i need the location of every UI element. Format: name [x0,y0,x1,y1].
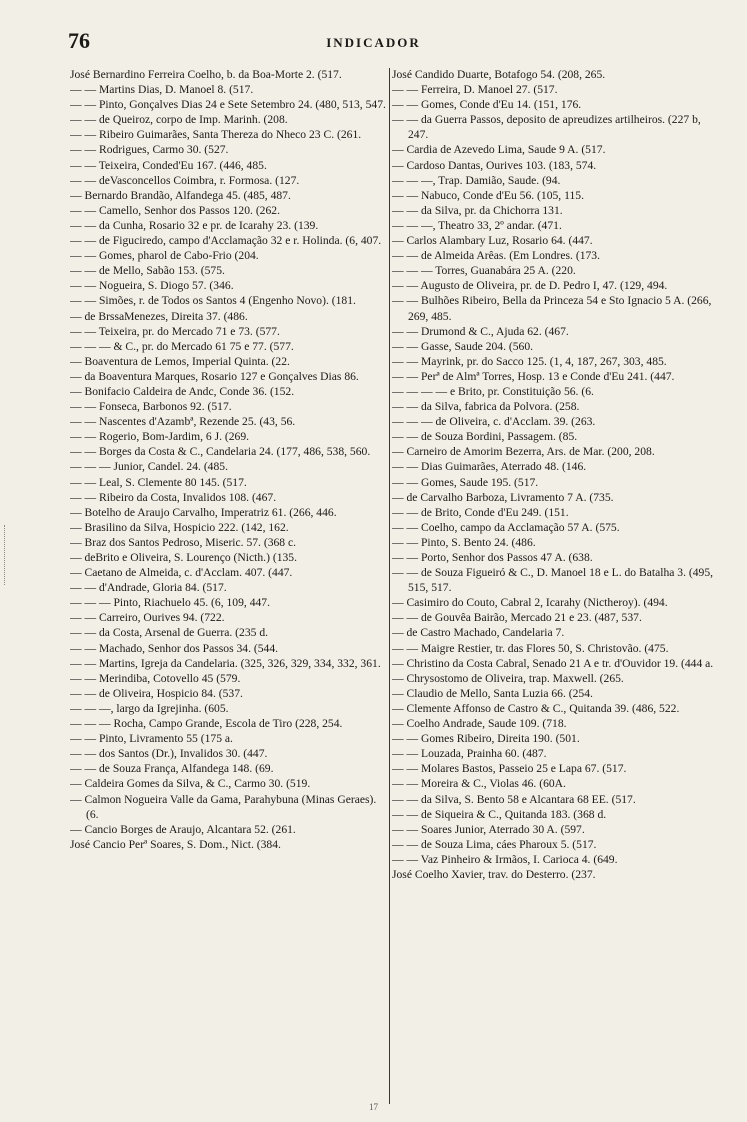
directory-entry: — — de Souza Figueiró & C., D. Manoel 18 e L. do Batalha 3. (495, 515, 517. [392,566,714,595]
page-header [0,28,747,58]
directory-entry: — Bernardo Brandão, Alfandega 45. (485, 487. [70,188,291,202]
directory-entry: — — Pinto, Gonçalves Dias 24 e Sete Setembro 24. (480, 513, 547. [70,98,386,112]
directory-entry: — — de Brito, Conde d'Eu 249. (151. [392,505,569,519]
directory-entry: — Christino da Costa Cabral, Senado 21 A e tr. d'Ouvidor 19. (444 a. [392,656,714,670]
directory-entry: — — Moreira & C., Violas 46. (60A. [392,777,566,791]
directory-entry: — — de Gouvêa Bairão, Mercado 21 e 23. (487, 537. [392,611,642,625]
directory-entry: — Casimiro do Couto, Cabral 2, Icarahy (Nictheroy). (494. [392,596,668,610]
directory-entry: — — de Oliveira, Hospicio 84. (537. [70,686,243,700]
directory-entry: — — de Figuciredo, campo d'Acclamação 32 e r. Holinda. (6, 407. [70,234,382,248]
directory-entry: — Caetano de Almeida, c. d'Acclam. 407. (447. [70,566,293,580]
directory-entry: — Coelho Andrade, Saude 109. (718. [392,717,567,731]
directory-entry: — — — de Oliveira, c. d'Acclam. 39. (263. [392,415,596,429]
directory-entry: — — Pinto, Livramento 55 (175 a. [70,732,233,746]
directory-entry: — Calmon Nogueira Valle da Gama, Parahybuna (Minas Geraes). (6. [70,792,377,821]
directory-entry: — — Borges da Costa & C., Candelaria 24. (177, 486, 538, 560. [70,445,371,459]
directory-entry: — — Ribeiro da Costa, Invalidos 108. (467. [70,490,277,504]
directory-entry: — — Gasse, Saude 204. (560. [392,339,534,353]
directory-entry: — — dos Santos (Dr.), Invalidos 30. (447. [70,747,268,761]
directory-entry: — — Perª de Almª Torres, Hosp. 13 e Conde d'Eu 241. (447. [392,369,675,383]
directory-entry: — — deVasconcellos Coimbra, r. Formosa. (127. [70,173,300,187]
directory-entry: — — Gomes, Conde d'Eu 14. (151, 176. [392,98,582,112]
directory-entry: — — Teixeira, pr. do Mercado 71 e 73. (577. [70,324,280,338]
directory-entry: — — Rodrigues, Carmo 30. (527. [70,143,229,157]
directory-entry: — — Nascentes d'Azambª, Rezende 25. (43, 56. [70,415,296,429]
column-divider [389,68,390,1104]
directory-entry: — — Ferreira, D. Manoel 27. (517. [392,83,558,97]
directory-entry: — — — Torres, Guanabára 25 A. (220. [392,264,576,278]
directory-entry: — — Carreiro, Ourives 94. (722. [70,611,225,625]
directory-entry: — Chrysostomo de Oliveira, trap. Maxwell. (265. [392,671,624,685]
directory-entry: — Brasilino da Silva, Hospicio 222. (142, 162. [70,520,289,534]
directory-entry: — — Nogueira, S. Diogo 57. (346. [70,279,234,293]
directory-entry: — — Soares Junior, Aterrado 30 A. (597. [392,822,585,836]
directory-entry: — — Fonseca, Barbonos 92. (517. [70,400,232,414]
directory-entry: — — — — e Brito, pr. Constituição 56. (6. [392,384,594,398]
directory-entry: — — Merindiba, Cotovello 45 (579. [70,671,241,685]
directory-entry: — de BrssaMenezes, Direita 37. (486. [70,309,248,323]
directory-entry: — Bonifacio Caldeira de Andc, Conde 36. (152. [70,384,295,398]
directory-entry: — — Louzada, Prainha 60. (487. [392,747,547,761]
directory-entry: José Bernardino Ferreira Coelho, b. da Boa-Morte 2. (517. [70,68,342,81]
directory-entry: — — Gomes Ribeiro, Direita 190. (501. [392,732,580,746]
directory-entry: — — Vaz Pinheiro & Irmãos, I. Carioca 4. (649. [392,852,618,866]
directory-entry: — Caldeira Gomes da Silva, & C., Carmo 30. (519. [70,777,311,791]
directory-entry: — — da Cunha, Rosario 32 e pr. de Icarahy 23. (139. [70,218,319,232]
directory-entry: — — da Silva, S. Bento 58 e Alcantara 68 EE. (517. [392,792,636,806]
directory-entry: José Coelho Xavier, trav. do Desterro. (237. [392,867,596,881]
directory-entry: — — de Souza Lima, cáes Pharoux 5. (517. [392,837,597,851]
directory-entry: — Braz dos Santos Pedroso, Miseric. 57. (368 c. [70,535,297,549]
directory-entry: — — Camello, Senhor dos Passos 120. (262. [70,203,280,217]
running-title: INDICADOR [326,35,421,50]
directory-entry: — — de Almeida Arêas. (Em Londres. (173. [392,249,600,263]
left-column [70,67,388,1107]
directory-entry: — Cancio Borges de Araujo, Alcantara 52. (261. [70,822,296,836]
directory-entry: — — de Souza Bordini, Passagem. (85. [392,430,578,444]
directory-entry: José Cancio Perª Soares, S. Dom., Nict. (384. [70,837,281,851]
directory-entry: — — Molares Bastos, Passeio 25 e Lapa 67. (517. [392,762,627,776]
directory-entry: — Botelho de Araujo Carvalho, Imperatriz 61. (266, 446. [70,505,337,519]
directory-entry: — — Maigre Restier, tr. das Flores 50, S. Christovão. (475. [392,641,669,655]
directory-entry: — Cardia de Azevedo Lima, Saude 9 A. (517. [392,143,606,157]
directory-entry: — — da Costa, Arsenal de Guerra. (235 d. [70,626,269,640]
directory-entry: — — Nabuco, Conde d'Eu 56. (105, 115. [392,188,584,202]
directory-entry: — — Gomes, Saude 195. (517. [392,475,539,489]
directory-entry: — Carneiro de Amorim Bezerra, Ars. de Mar. (200, 208. [392,445,655,459]
directory-entry: — — Simões, r. de Todos os Santos 4 (Engenho Novo). (181. [70,294,356,308]
page-number: 76 [68,28,90,53]
directory-entry: — — Pinto, S. Bento 24. (486. [392,535,536,549]
margin-mark [4,525,25,585]
directory-entry: — — —, Trap. Damião, Saude. (94. [392,173,561,187]
directory-entry: — — —, largo da Igrejinha. (605. [70,701,229,715]
directory-entry: — — — & C., pr. do Mercado 61 75 e 77. (577. [70,339,294,353]
directory-entry: — — Porto, Senhor dos Passos 47 A. (638. [392,551,593,564]
directory-entry: — Cardoso Dantas, Ourives 103. (183, 574. [392,158,597,172]
directory-entry: — — de Mello, Sabão 153. (575. [70,264,225,278]
directory-entry: — — Augusto de Oliveira, pr. de D. Pedro I, 47. (129, 494. [392,279,668,293]
directory-entry: — — de Siqueira & C., Quitanda 183. (368 d. [392,807,607,821]
directory-entry: — — Dias Guimarães, Aterrado 48. (146. [392,460,587,474]
directory-entry: — — Coelho, campo da Acclamação 57 A. (575. [392,520,620,534]
directory-entry: — Clemente Affonso de Castro & C., Quitanda 39. (486, 522. [392,701,680,715]
directory-entry: — — da Silva, pr. da Chichorra 131. [392,203,563,217]
directory-entry: — — — Rocha, Campo Grande, Escola de Tiro (228, 254. [70,717,343,731]
signature-mark: 17 [369,1102,378,1112]
directory-entry: — deBrito e Oliveira, S. Lourenço (Nicth.) (135. [70,551,297,564]
directory-entry: — de Carvalho Barboza, Livramento 7 A. (735. [392,490,614,504]
directory-entry: — da Boaventura Marques, Rosario 127 e Gonçalves Dias 86. [70,369,359,383]
directory-entry: — — Ribeiro Guimarães, Santa Thereza do Nheco 23 C. (261. [70,128,362,142]
directory-entry: — — — Junior, Candel. 24. (485. [70,460,228,474]
directory-entry: — de Castro Machado, Candelaria 7. [392,626,565,640]
directory-entry: — — Leal, S. Clemente 80 145. (517. [70,475,247,489]
directory-entry: — — Martins Dias, D. Manoel 8. (517. [70,83,254,97]
directory-entry: — Claudio de Mello, Santa Luzia 66. (254. [392,686,593,700]
right-column [392,67,720,1107]
directory-entry: — — Teixeira, Conded'Eu 167. (446, 485. [70,158,267,172]
directory-entry: — — da Guerra Passos, deposito de apreudizes artilheiros. (227 b, 247. [392,113,701,142]
directory-entry: — — Machado, Senhor dos Passos 34. (544. [70,641,279,655]
directory-entry: — — — Pinto, Riachuelo 45. (6, 109, 447. [70,596,270,610]
directory-entry: — — Drumond & C., Ajuda 62. (467. [392,324,569,338]
directory-entry: — — Martins, Igreja da Candelaria. (325, 326, 329, 334, 332, 361. [70,656,381,670]
directory-entry: — — de Queiroz, corpo de Imp. Marinh. (208. [70,113,288,127]
directory-entry: — — —, Theatro 33, 2º andar. (471. [392,218,562,232]
directory-entry: — — d'Andrade, Gloria 84. (517. [70,581,227,595]
directory-entry: — Boaventura de Lemos, Imperial Quinta. (22. [70,354,290,368]
directory-entry: — — Mayrink, pr. do Sacco 125. (1, 4, 187, 267, 303, 485. [392,354,667,368]
directory-entry: José Candido Duarte, Botafogo 54. (208, 265. [392,68,606,81]
directory-entry: — — de Souza França, Alfandega 148. (69. [70,762,274,776]
directory-entry: — — Gomes, pharol de Cabo-Frio (204. [70,249,259,263]
directory-entry: — Carlos Alambary Luz, Rosario 64. (447. [392,234,593,248]
directory-entry: — — Rogerio, Bom-Jardim, 6 J. (269. [70,430,250,444]
directory-entry: — — Bulhões Ribeiro, Bella da Princeza 54 e Sto Ignacio 5 A. (266, 269, 485. [392,294,712,323]
directory-entry: — — da Silva, fabrica da Polvora. (258. [392,400,580,414]
